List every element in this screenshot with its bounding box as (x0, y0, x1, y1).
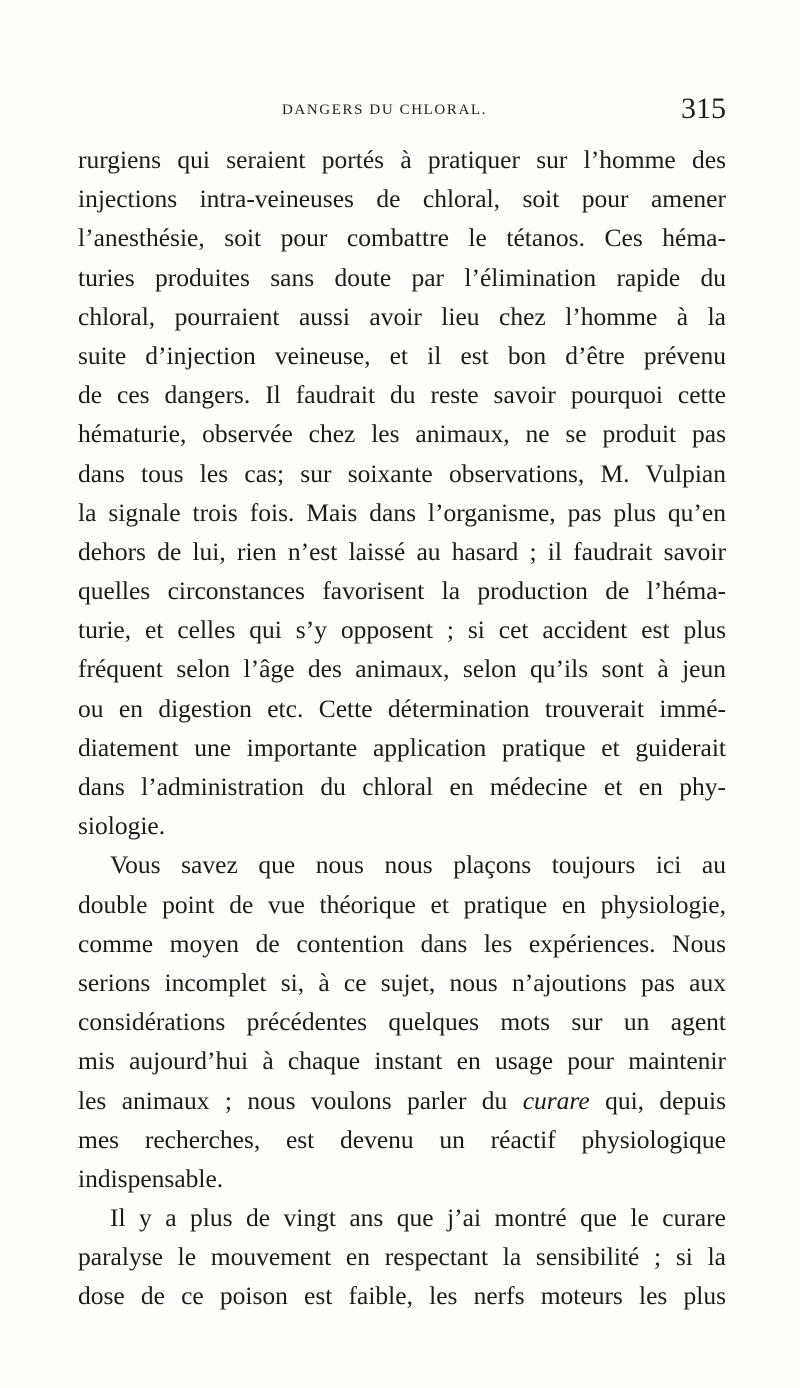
text-line: considérations précédentes quelques mots sur un agent (78, 1007, 726, 1037)
text-line: mis aujourd’hui à chaque instant en usage pour maintenir (78, 1046, 726, 1076)
text-line: paralyse le mouvement en respectant la sensibilité ; si la (78, 1242, 726, 1272)
text-line: diatement une importante application pratique et guiderait (78, 732, 726, 762)
text-line: dans tous les cas; sur soixante observations, M. Vulpian (78, 458, 726, 488)
text-line-paragraph-end: indispensable. (78, 1163, 224, 1193)
text-line: l’anesthésie, soit pour combattre le tétanos. Ces héma- (78, 223, 726, 253)
text-line: rurgiens qui seraient portés à pratiquer sur l’homme des (78, 145, 726, 174)
text-line-with-italic (78, 1081, 726, 1120)
text-line: de ces dangers. Il faudrait du reste savoir pourquoi cette (78, 380, 726, 410)
running-title: DANGERS DU CHLORAL. (282, 102, 487, 118)
text-line-paragraph-start: Il y a plus de vingt ans que j’ai montré que le curare (110, 1203, 726, 1233)
text-line: dose de ce poison est faible, les nerfs moteurs les plus (78, 1281, 726, 1311)
body-text (78, 140, 726, 1316)
text-line: suite d’injection veineuse, et il est bon d’être prévenu (78, 340, 726, 370)
text-line: ou en digestion etc. Cette détermination trouverait immé- (78, 693, 726, 723)
text-run: les animaux ; nous voulons parler du (78, 1085, 508, 1115)
text-line: comme moyen de contention dans les expériences. Nous (78, 928, 726, 958)
text-line: la signale trois fois. Mais dans l’organisme, pas plus qu’en (78, 497, 726, 527)
text-line: dehors de lui, rien n’est laissé au hasard ; il faudrait savoir (78, 536, 726, 566)
text-line-paragraph-end: siologie. (78, 811, 166, 841)
running-header (0, 92, 800, 132)
italic-term: curare (522, 1085, 590, 1115)
text-line: turies produites sans doute par l’élimination rapide du (78, 262, 726, 292)
text-line: mes recherches, est devenu un réactif physiologique (78, 1124, 726, 1154)
text-line: double point de vue théorique et pratique en physiologie, (78, 889, 726, 919)
text-line: chloral, pourraient aussi avoir lieu chez l’homme à la (78, 301, 726, 331)
text-line: injections intra-veineuses de chloral, soit pour amener (78, 184, 726, 214)
text-line-paragraph-start: Vous savez que nous nous plaçons toujours ici au (110, 850, 726, 880)
text-line: turie, et celles qui s’y opposent ; si cet accident est plus (78, 615, 726, 645)
text-line: hématurie, observée chez les animaux, ne se produit pas (78, 419, 726, 449)
text-line: dans l’administration du chloral en médecine et en phy- (78, 772, 726, 801)
text-line: fréquent selon l’âge des animaux, selon qu’ils sont à jeun (78, 654, 726, 684)
text-line: serions incomplet si, à ce sujet, nous n’ajoutions pas aux (78, 967, 726, 997)
page-number: 315 (681, 92, 726, 125)
text-run: qui, depuis (589, 1085, 727, 1115)
text-line: quelles circonstances favorisent la production de l’héma- (78, 576, 726, 606)
